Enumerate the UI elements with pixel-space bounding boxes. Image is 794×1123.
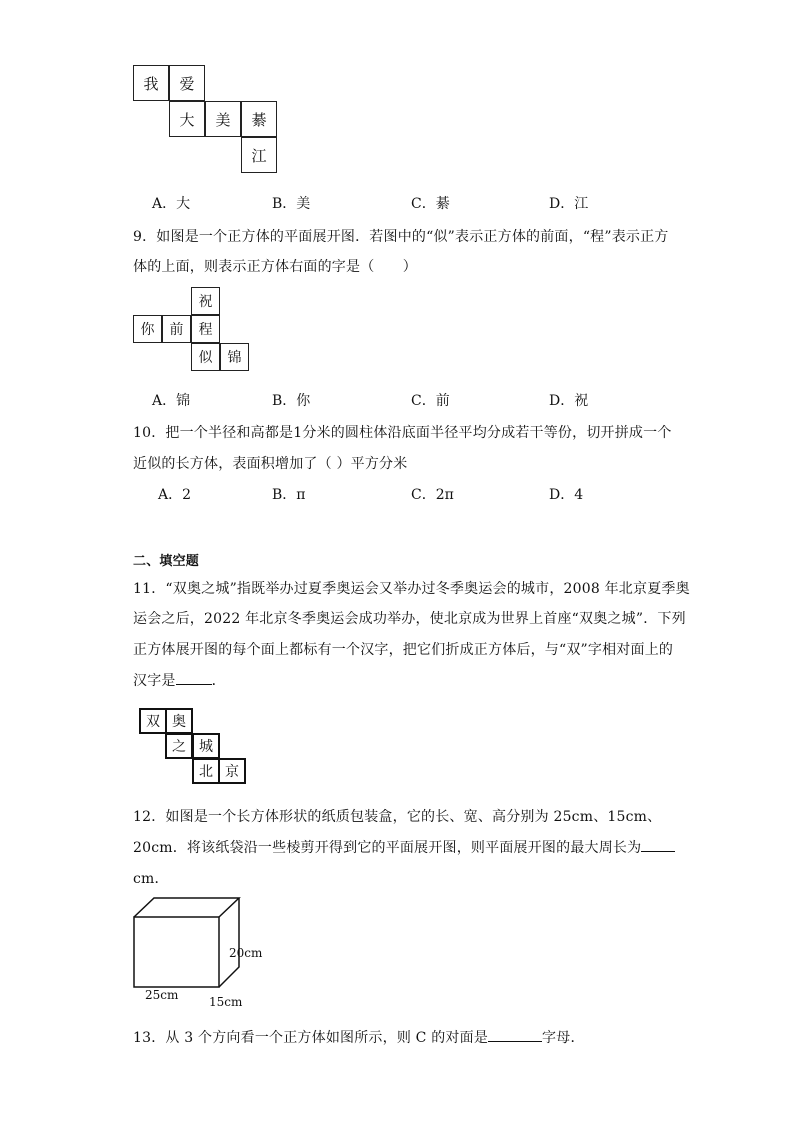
net-cell: 你 [133, 315, 162, 343]
net-cell: 城 [192, 733, 220, 759]
option-c[interactable]: C．2π [411, 487, 454, 503]
answer-blank[interactable] [176, 670, 212, 685]
net-cell: 綦 [241, 101, 277, 137]
net-cell: 美 [205, 101, 241, 137]
q12-text-line1: 12．如图是一个长方体形状的纸质包装盒，它的长、宽、高分别为 25cm、15cm、 [133, 809, 662, 825]
net-cell: 我 [133, 65, 169, 101]
option-b[interactable]: B．美 [272, 196, 311, 212]
net-cell: 江 [241, 137, 277, 173]
net-cell: 奥 [165, 708, 193, 734]
net-cell: 似 [191, 343, 220, 371]
q12-prefix: 20cm．将该纸袋沿一些棱剪开得到它的平面展开图，则平面展开图的最大周长为 [133, 840, 642, 856]
net-cell: 大 [169, 101, 205, 137]
q11-text-line1: 11．“双奥之城”指既举办过夏季奥运会又举办过冬季奥运会的城市，2008 年北京夏季奥 [133, 581, 690, 597]
option-c[interactable]: C．前 [411, 393, 450, 409]
length-label: 25cm [145, 988, 179, 1002]
answer-blank[interactable] [488, 1027, 542, 1042]
net-cell: 双 [139, 708, 167, 734]
option-d[interactable]: D．4 [549, 487, 584, 503]
q11-prefix: 汉字是 [133, 673, 176, 689]
net-cell: 北 [192, 758, 220, 784]
option-c[interactable]: C．綦 [411, 196, 450, 212]
q11-text-line2: 运会之后，2022 年北京冬季奥运会成功举办，使北京成为世界上首座“双奥之城”．下列 [133, 611, 686, 627]
net-cell: 锦 [220, 343, 249, 371]
q9-text-line2: 体的上面，则表示正方体右面的字是（ ） [133, 259, 417, 275]
net-cell: 前 [162, 315, 191, 343]
q11-text-line3: 正方体展开图的每个面上都标有一个汉字，把它们折成正方体后，与“双”字相对面上的 [133, 642, 674, 658]
q10-text-line2: 近似的长方体，表面积增加了（ ）平方分米 [133, 456, 408, 472]
height-label: 20cm [229, 946, 263, 960]
option-d[interactable]: D．祝 [549, 393, 589, 409]
option-b[interactable]: B．你 [272, 393, 311, 409]
width-label: 15cm [209, 995, 243, 1009]
q10-text-line1: 10．把一个半径和高都是1分米的圆柱体沿底面半径平均分成若干等份，切开拼成一个 [133, 425, 672, 441]
option-b[interactable]: B．π [272, 487, 306, 503]
q13-text [133, 1027, 585, 1047]
q11-suffix: ． [211, 673, 226, 689]
q13-prefix: 13．从 3 个方向看一个正方体如图所示，则 C 的对面是 [133, 1030, 489, 1046]
section-title: 二、填空题 [133, 554, 200, 569]
net-cell: 程 [191, 315, 220, 343]
q12-text-line2 [133, 837, 675, 857]
net-cell: 之 [165, 733, 193, 759]
net-cell: 祝 [191, 287, 220, 315]
q9-text-line1: 9．如图是一个正方体的平面展开图．若图中的“似”表示正方体的前面，“程”表示正方 [133, 229, 669, 245]
option-a[interactable]: A．锦 [152, 393, 191, 409]
q13-suffix: 字母． [542, 1030, 585, 1046]
answer-blank[interactable] [641, 837, 675, 852]
option-a[interactable]: A．2 [158, 487, 192, 503]
net-cell: 爱 [169, 65, 205, 101]
option-a[interactable]: A．大 [152, 196, 191, 212]
net-cell: 京 [218, 758, 246, 784]
q12-text-line3: cm． [133, 871, 169, 887]
q11-text-line4 [133, 670, 226, 690]
option-d[interactable]: D．江 [549, 196, 589, 212]
